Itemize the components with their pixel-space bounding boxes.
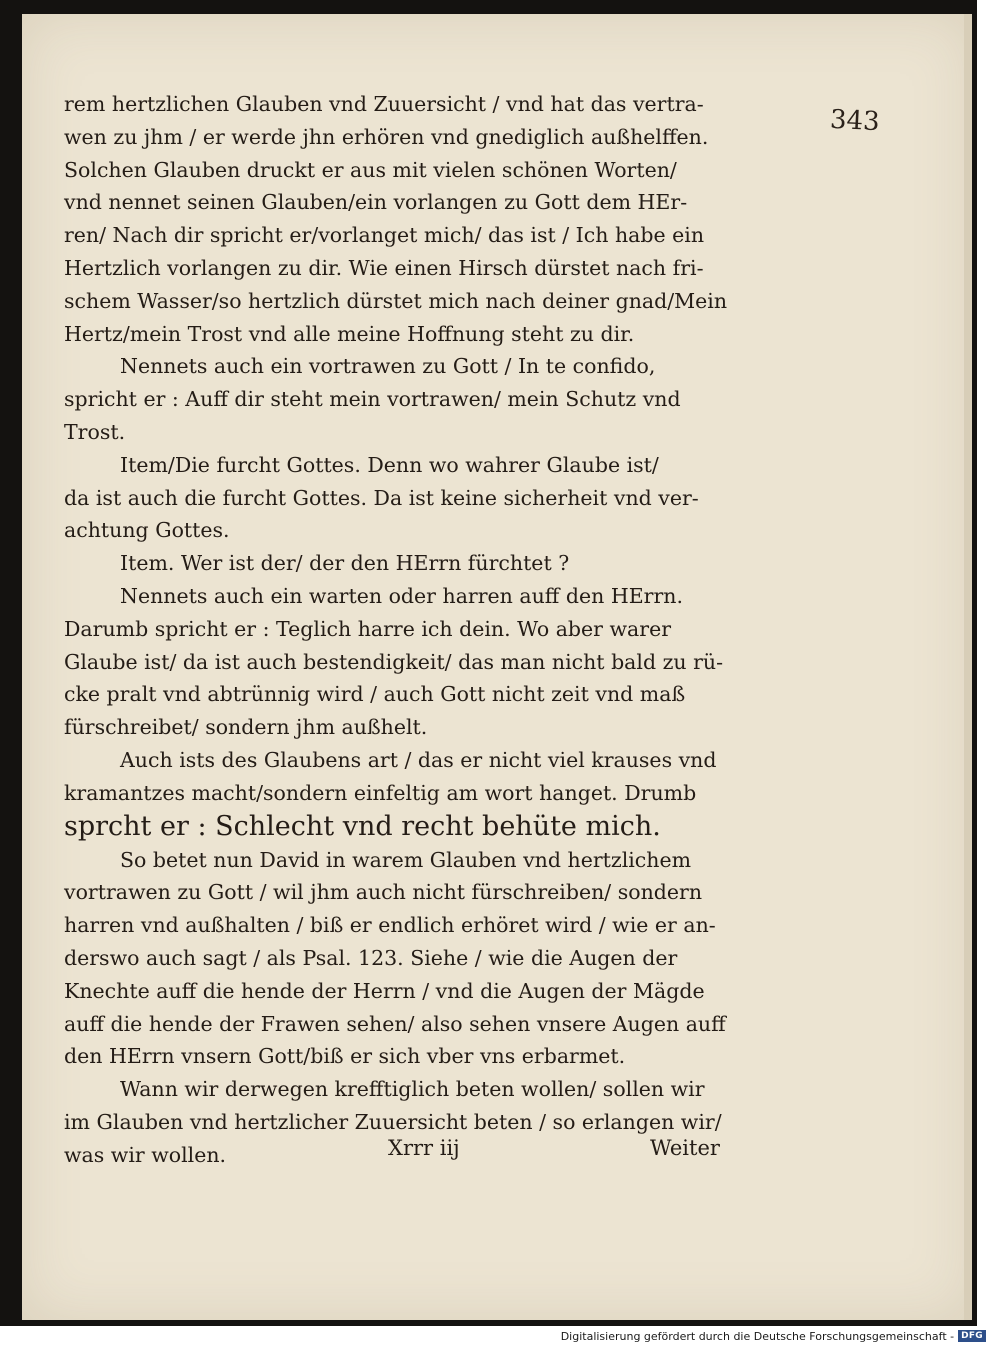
text-line: achtung Gottes. <box>64 518 230 543</box>
text-line: Item. Wer ist der/ der den HErrn fürchtet ? <box>120 551 570 576</box>
text-line: Hertzlich vorlangen zu dir. Wie einen Hirsch dürstet nach fri- <box>64 255 704 280</box>
text-line: Item/Die furcht Gottes. Denn wo wahrer Glaube ist/ <box>120 452 659 477</box>
text-line: fürschreibet/ sondern jhm außhelt. <box>64 715 428 740</box>
dfg-logo: DFG <box>958 1330 986 1342</box>
text-line: den HErrn vnsern Gott/biß er sich vber vns erbarmet. <box>64 1044 626 1069</box>
text-line: Darumb spricht er : Teglich harre ich dein. Wo aber warer <box>64 616 672 641</box>
text-line: derswo auch sagt / als Psal. 123. Siehe / wie die Augen der <box>64 945 678 970</box>
text-line: da ist auch die furcht Gottes. Da ist keine sicherheit vnd ver- <box>64 485 699 510</box>
text-line: ren/ Nach dir spricht er/vorlanget mich/ das ist / Ich habe ein <box>64 223 705 248</box>
catchword: Weiter <box>650 1136 720 1160</box>
text-line: kramantzes macht/sondern einfeltig am wort hanget. Drumb <box>64 780 697 805</box>
sponsor-credit <box>561 1328 986 1344</box>
text-line: Auch ists des Glaubens art / das er nicht viel krauses vnd <box>120 747 717 772</box>
text-line: sprcht er : Schlecht vnd recht behüte mich. <box>64 810 661 842</box>
text-line: Solchen Glauben druckt er aus mit vielen schönen Worten/ <box>64 157 677 182</box>
text-line: schem Wasser/so hertzlich dürstet mich nach deiner gnad/Mein <box>64 288 728 313</box>
text-line: rem hertzlichen Glauben vnd Zuuersicht / vnd hat das vertra- <box>64 92 704 116</box>
text-line: Nennets auch ein warten oder harren auff den HErrn. <box>120 583 683 608</box>
text-line: Trost. <box>64 419 126 444</box>
text-line: harren vnd außhalten / biß er endlich erhöret wird / wie er an- <box>64 913 716 938</box>
text-line: Glaube ist/ da ist auch bestendigkeit/ das man nicht bald zu rü- <box>64 649 724 674</box>
sponsor-text: Digitalisierung gefördert durch die Deutsche Forschungsgemeinschaft - <box>560 1329 955 1343</box>
text-line: Hertz/mein Trost vnd alle meine Hoffnung steht zu dir. <box>64 321 635 346</box>
text-line: Nennets auch ein vortrawen zu Gott / In te confido, <box>120 354 656 379</box>
signature-mark: Xrrr iij <box>388 1136 460 1160</box>
text-line: im Glauben vnd hertzlicher Zuuersicht beten / so erlangen wir/ <box>64 1109 722 1134</box>
text-line: spricht er : Auff dir steht mein vortrawen/ mein Schutz vnd <box>64 387 681 412</box>
book-page <box>22 14 972 1320</box>
text-line: vnd nennet seinen Glauben/ein vorlangen zu Gott dem HEr- <box>64 190 688 215</box>
text-line: auff die hende der Frawen sehen/ also sehen vnsere Augen auff <box>64 1011 726 1036</box>
text-line: Knechte auff die hende der Herrn / vnd die Augen der Mägde <box>64 978 705 1003</box>
text-line: vortrawen zu Gott / wil jhm auch nicht fürschreiben/ sondern <box>64 880 703 905</box>
text-line: cke pralt vnd abtrünnig wird / auch Gott nicht zeit vnd maß <box>64 682 686 707</box>
body-text <box>64 88 764 1172</box>
text-line: So betet nun David in warem Glauben vnd hertzlichem <box>120 847 692 872</box>
page-number: 343 <box>829 104 881 138</box>
text-line: Wann wir derwegen krefftiglich beten wollen/ sollen wir <box>120 1077 705 1102</box>
text-line: wen zu jhm / er werde jhn erhören vnd gnediglich außhelffen. <box>64 124 709 149</box>
text-line: was wir wollen. <box>64 1142 227 1167</box>
